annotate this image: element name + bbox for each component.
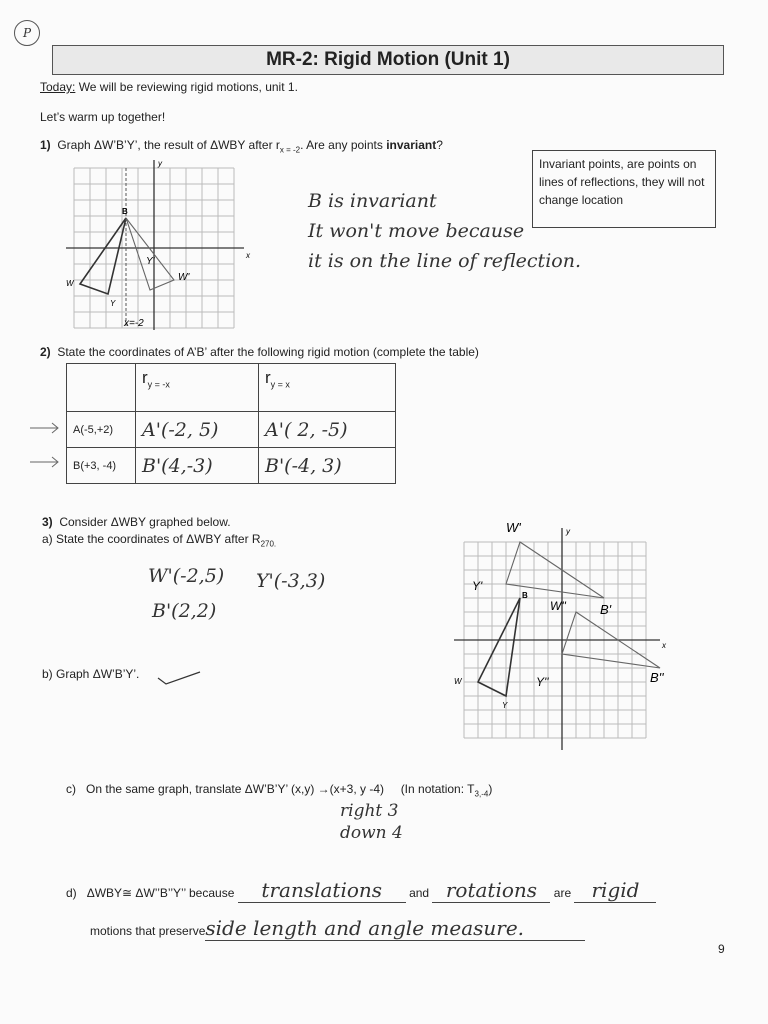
- q1-b-label: B: [122, 207, 128, 216]
- q1-x-label: x: [246, 251, 250, 260]
- invariant-note-box: Invariant points, are points on lines of reflections, they will not change location: [532, 150, 716, 228]
- q3-triangle-wby: [478, 598, 520, 696]
- q3b-checkmark: [156, 668, 202, 688]
- q3-b2-label: B'': [650, 670, 664, 685]
- q2-col1-header: $r_{y = -x}$: [136, 364, 259, 412]
- q2-row-a-c2: A'( 2, -5): [259, 412, 396, 448]
- q3d-blank-1: translations: [238, 878, 406, 903]
- q3-w2-label: W'': [550, 599, 566, 613]
- q2-row-b-label: B(+3, -4): [67, 448, 136, 484]
- q3c-prompt: c) On the same graph, translate ΔW’B’Y’ (x,y) →(x+3, y -4) (In notation: $T_{3,-4}$): [66, 782, 493, 799]
- q3-w1-label: W': [506, 520, 521, 535]
- q3-x-label: x: [662, 641, 666, 650]
- q1-w1-label: W': [178, 272, 190, 283]
- q3-prompt: 3) Consider ΔWBY graphed below.: [42, 515, 231, 529]
- q1-line-label: x=-2: [124, 318, 144, 329]
- q3-y2-label: Y'': [536, 675, 549, 689]
- page-title: MR-2: Rigid Motion (Unit 1): [52, 45, 724, 75]
- arrow-icon: [30, 457, 58, 467]
- corner-mark: P: [14, 20, 40, 46]
- q3a-answer-b: B'(2,2): [152, 600, 217, 622]
- q2-prompt: 2) State the coordinates of A’B’ after the following rigid motion (complete the table): [40, 345, 479, 359]
- q3d-blank-4: side length and angle measure.: [205, 916, 585, 941]
- q3d-line2: motions that preserveside length and angle measure.: [90, 916, 585, 941]
- q2-row-b-c2: B'(-4, 3): [259, 448, 396, 484]
- q1-answer-line-3: it is on the line of reflection.: [308, 250, 581, 272]
- q2-row-a-label: A(-5,+2): [67, 412, 136, 448]
- q1-triangle-image: [126, 218, 174, 290]
- q1-answer-line-1: B is invariant: [308, 190, 437, 212]
- q3c-answer-line-2: down 4: [340, 823, 403, 843]
- q3-b1-label: B': [600, 602, 612, 617]
- q3d-blank-2: rotations: [432, 878, 550, 903]
- q3a-prompt: a) State the coordinates of ΔWBY after $R_{270.}$: [42, 532, 277, 549]
- q1-answer: [308, 186, 581, 276]
- q3-w-label: W: [454, 677, 462, 686]
- q3-y-label: y: [566, 527, 570, 536]
- q2-table: [66, 363, 396, 484]
- q1-answer-line-2: It won't move because: [308, 220, 525, 242]
- intro-today: Today: We will be reviewing rigid motions, unit 1.: [40, 80, 298, 94]
- q3-y-point-label: Y: [502, 701, 508, 710]
- q2-margin-arrows: [28, 418, 68, 470]
- q1-triangle-wby: [80, 218, 126, 294]
- q2-row-a-c1: A'(-2, 5): [136, 412, 259, 448]
- q3-b-label: B: [522, 591, 528, 600]
- q3a-answer-w: W'(-2,5): [148, 565, 225, 587]
- q3c-answer: [340, 800, 403, 844]
- q1-y-label: y: [158, 159, 162, 168]
- page-number: 9: [718, 942, 725, 956]
- q2-row-b-c1: B'(4,-3): [136, 448, 259, 484]
- q1-w-label: W: [66, 279, 74, 288]
- q3-graph: [450, 520, 676, 756]
- q1-y-point-label: Y: [110, 299, 116, 308]
- q3d-line1: d) ΔWBY≅ ΔW’’B’’Y’’ because translations and rotations are rigid: [66, 878, 656, 903]
- q3c-answer-line-1: right 3: [340, 801, 399, 821]
- q3-y1-label: Y': [472, 579, 483, 593]
- intro-warmup: Let’s warm up together!: [40, 110, 166, 124]
- q1-prompt: 1) Graph ΔW’B’Y’, the result of ΔWBY after $r_{x = -2}$. Are any points invariant?: [40, 138, 443, 155]
- q3d-blank-3: rigid: [574, 878, 656, 903]
- q1-y1-label: Y': [146, 256, 155, 267]
- q3b-prompt: b) Graph ΔW’B’Y’.: [42, 667, 140, 681]
- arrow-icon: [30, 423, 58, 433]
- q1-graph: [62, 158, 252, 333]
- q2-col2-header: $r_{y = x}$: [259, 364, 396, 412]
- q3a-answer-y: Y'(-3,3): [256, 570, 326, 592]
